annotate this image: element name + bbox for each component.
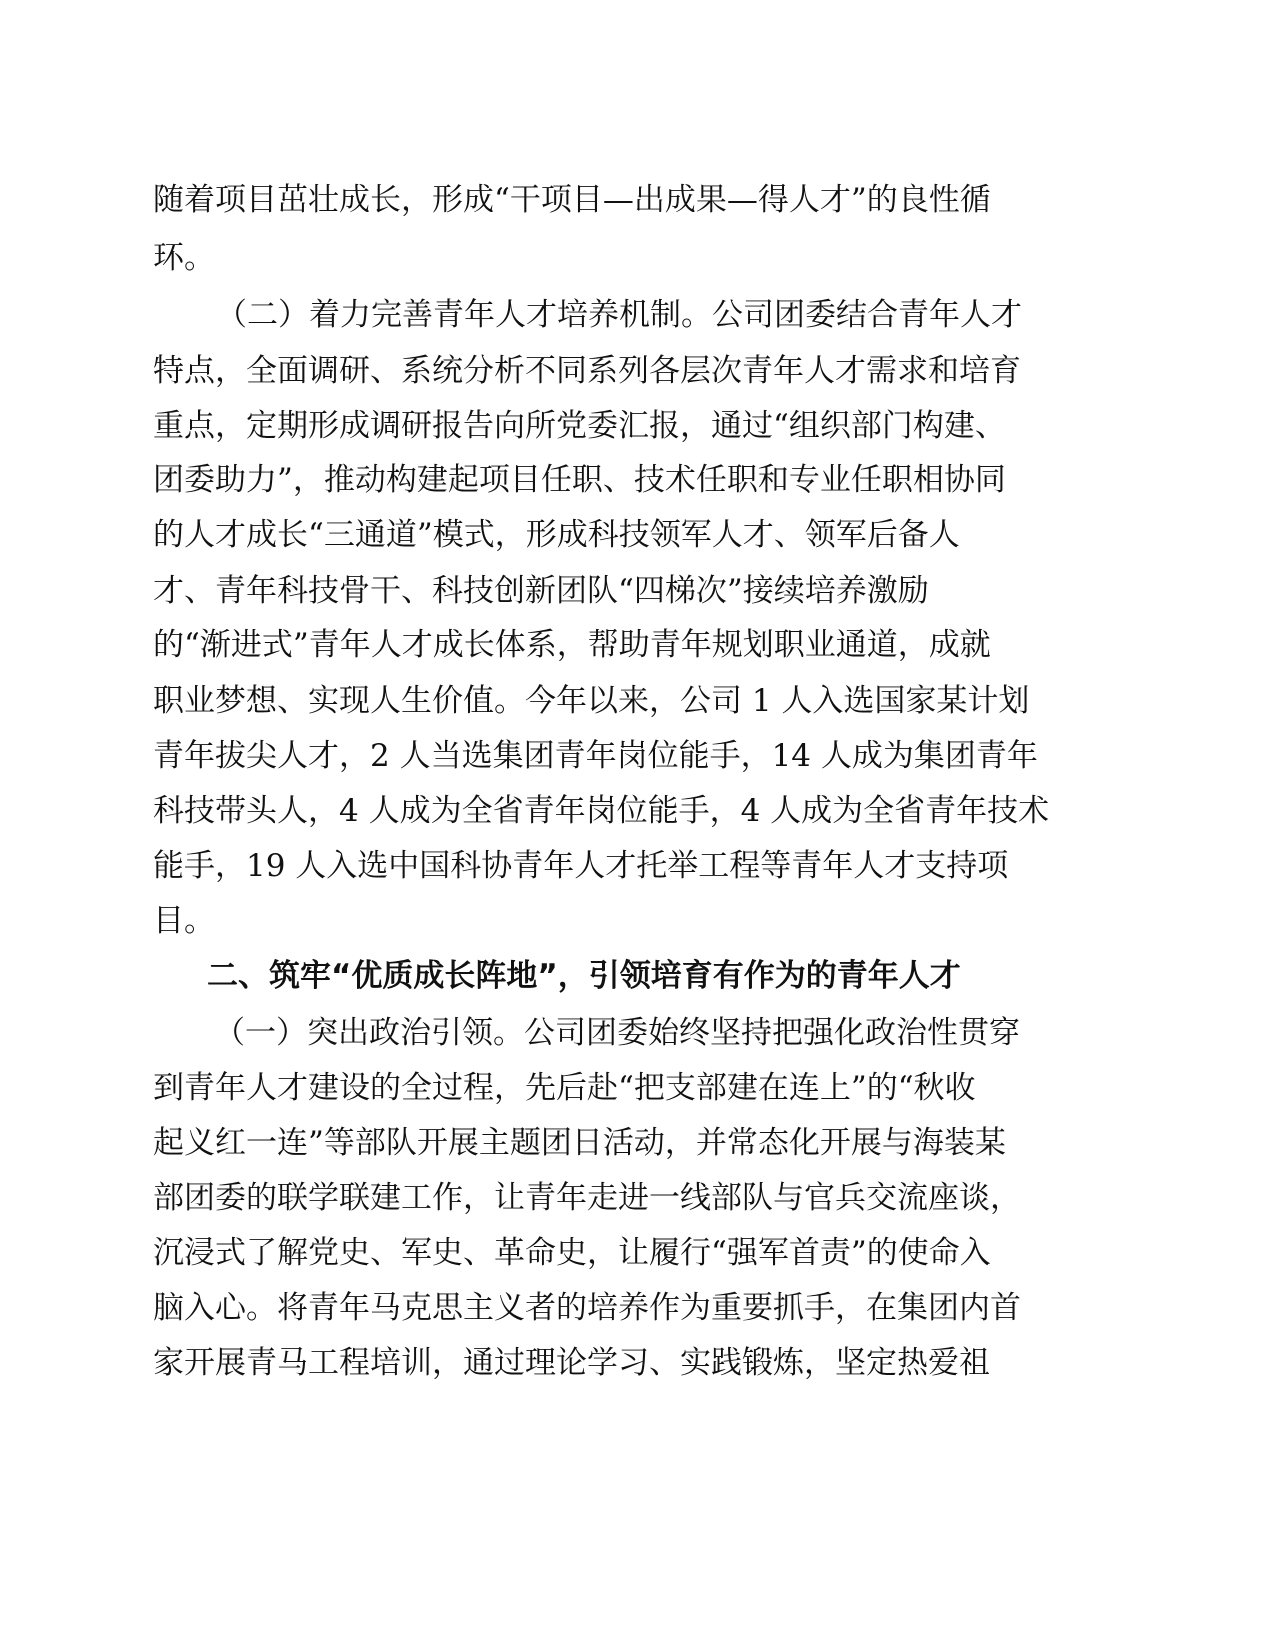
paragraph-start-line: （二）着力完善青年人才培养机制。公司团委结合青年人才 (216, 297, 1022, 333)
paragraph-start-line: （一）突出政治引领。公司团委始终坚持把强化政治性贯穿 (214, 1015, 1020, 1051)
text-line: 脑入心。将青年马克思主义者的培养作为重要抓手，在集团内首 (153, 1290, 1021, 1326)
text-line: 到青年人才建设的全过程，先后赴“把支部建在连上”的“秋收 (153, 1070, 976, 1106)
text-line: 部团委的联学联建工作，让青年走进一线部队与官兵交流座谈， (153, 1180, 1021, 1216)
text-line: 特点，全面调研、系统分析不同系列各层次青年人才需求和培育 (153, 353, 1021, 389)
text-line: 科技带头人，4 人成为全省青年岗位能手，4 人成为全省青年技术 (153, 793, 1050, 829)
text-line: 的人才成长“三通道”模式，形成科技领军人才、领军后备人 (153, 517, 960, 553)
text-line: 团委助力”，推动构建起项目任职、技术任职和专业任职相协同 (153, 462, 1006, 498)
text-line: 家开展青马工程培训，通过理论学习、实践锻炼，坚定热爱祖 (153, 1345, 990, 1381)
text-line: 青年拔尖人才，2 人当选集团青年岗位能手，14 人成为集团青年 (153, 738, 1038, 774)
text-line: 随着项目茁壮成长，形成“干项目—出成果—得人才”的良性循 (153, 182, 991, 218)
text-line: 职业梦想、实现人生价值。今年以来，公司 1 人入选国家某计划 (153, 683, 1030, 719)
text-line: 环。 (153, 240, 215, 276)
text-line: 的“渐进式”青年人才成长体系，帮助青年规划职业通道，成就 (153, 627, 991, 663)
text-line: 能手，19 人入选中国科协青年人才托举工程等青年人才支持项 (153, 848, 1009, 884)
text-line: 沉浸式了解党史、军史、革命史，让履行“强军首责”的使命入 (153, 1235, 991, 1271)
text-line: 重点，定期形成调研报告向所党委汇报，通过“组织部门构建、 (153, 408, 1006, 444)
text-line: 才、青年科技骨干、科技创新团队“四梯次”接续培养激励 (153, 573, 929, 609)
text-line: 目。 (153, 903, 215, 939)
text-line: 起义红一连”等部队开展主题团日活动，并常态化开展与海装某 (153, 1125, 1006, 1161)
section-heading: 二、筑牢“优质成长阵地”，引领培育有作为的青年人才 (207, 958, 961, 994)
